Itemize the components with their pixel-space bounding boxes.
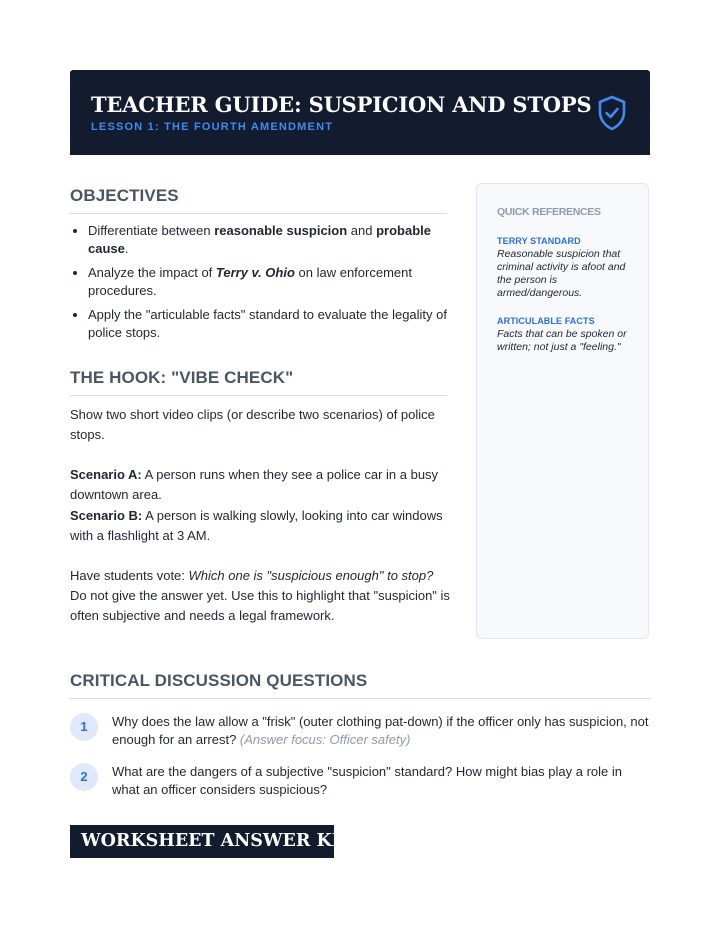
answer-key-heading: WORKSHEET ANSWER KEY <box>70 825 334 858</box>
list-item: • Apply the "articulable facts" standard to evaluate the legality of police stops. <box>88 306 465 342</box>
reference-term: TERRY STANDARD <box>497 236 581 246</box>
quick-references-panel <box>476 183 649 639</box>
hook-heading: THE HOOK: "VIBE CHECK" <box>70 368 447 396</box>
page-title: TEACHER GUIDE: SUSPICION AND STOPS <box>91 92 592 117</box>
reference-definition: Facts that can be spoken or written; not just a "feeling." <box>497 328 627 353</box>
objectives-list <box>70 222 465 348</box>
question-number-badge: 1 <box>70 713 98 741</box>
reference-definition: Reasonable suspicion that criminal activity is afoot and the person is armed/dangerous. <box>497 248 626 299</box>
lesson-subtitle: LESSON 1: THE FOURTH AMENDMENT <box>91 121 334 133</box>
reference-term: ARTICULABLE FACTS <box>497 316 595 326</box>
page-header <box>70 70 650 155</box>
vote-instructions: Have students vote: Which one is "suspicious enough" to stop? Do not give the answer yet. Use this to highlight that "suspicion" is often subjective and needs a legal framework. <box>70 568 450 623</box>
quick-references-title: QUICK REFERENCES <box>497 206 601 218</box>
list-item: • Analyze the impact of Terry v. Ohio on law enforcement procedures. <box>88 264 465 300</box>
hook-intro: Show two short video clips (or describe two scenarios) of police stops. <box>70 407 435 442</box>
list-item: • Differentiate between reasonable suspicion and probable cause. <box>88 222 465 258</box>
objectives-heading: OBJECTIVES <box>70 186 447 214</box>
discussion-question: What are the dangers of a subjective "suspicion" standard? How might bias play a role in what an officer considers suspicious? <box>112 764 623 797</box>
discussion-heading: CRITICAL DISCUSSION QUESTIONS <box>70 671 650 699</box>
question-number-badge: 2 <box>70 763 98 791</box>
scenario-b: Scenario B: A person is walking slowly, looking into car windows with a flashlight at 3 AM. <box>70 508 443 543</box>
discussion-question: Why does the law allow a "frisk" (outer clothing pat-down) if the officer only has suspicion, not enough for an arrest? (Answer focus: Officer safety) <box>112 714 649 747</box>
shield-check-icon <box>597 95 627 131</box>
scenario-a: Scenario A: A person runs when they see a police car in a busy downtown area. <box>70 467 439 502</box>
answer-hint: (Answer focus: Officer safety) <box>239 732 411 747</box>
case-name: Terry v. Ohio <box>215 265 295 280</box>
